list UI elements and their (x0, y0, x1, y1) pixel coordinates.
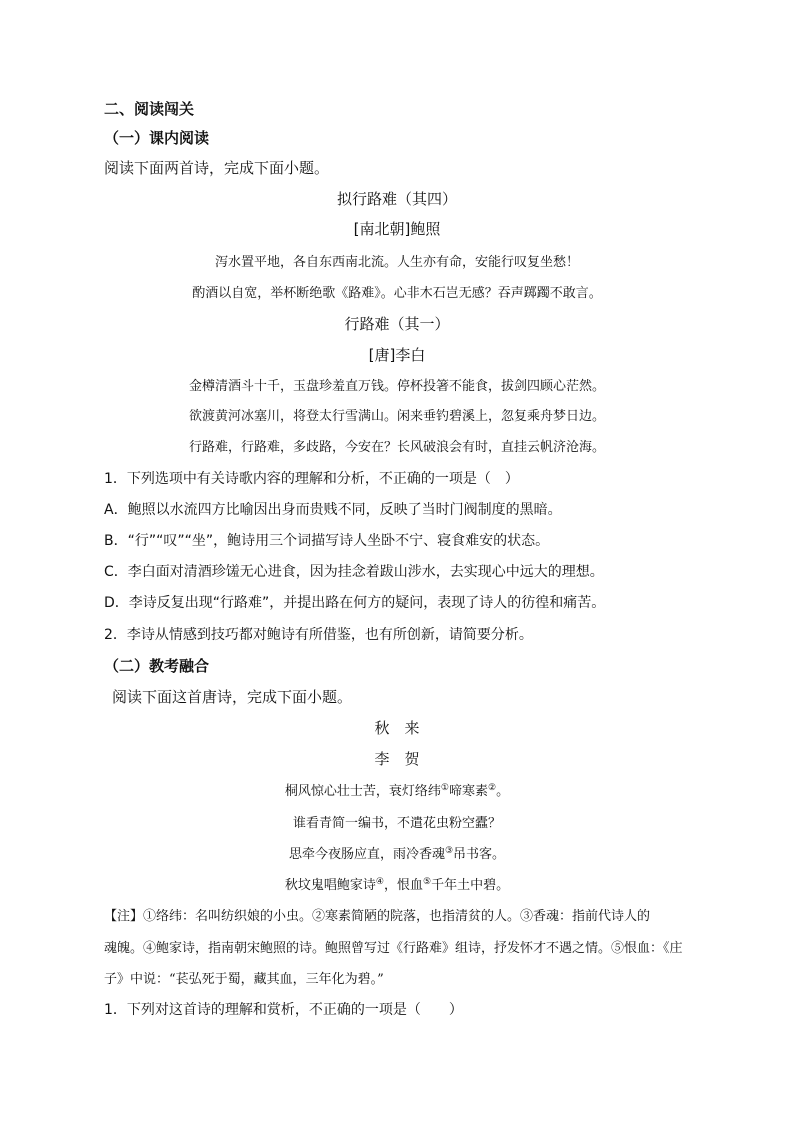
note-line-2: 魂魄。④鲍家诗，指南朝宋鲍照的诗。鲍照曾写过《行路难》组诗，抒发怀才不遇之情。⑤恨血：《庄 (104, 941, 683, 956)
part1-question-1: 1．下列选项中有关诗歌内容的理解和分析，不正确的一项是（ ） (104, 471, 519, 487)
option-c: C．李白面对清酒珍馐无心进食，因为挂念着跋山涉水，去实现心中远大的理想。 (104, 564, 604, 580)
poem3-line-3: 思牵今夜肠应直，雨冷香魂③吊书客。 (288, 846, 506, 862)
footnote-marker: ⑤ (423, 877, 432, 887)
poem1-title: 拟行路难（其四） (336, 190, 457, 208)
footnote-marker: ③ (444, 846, 454, 856)
option-b: B．“行”“叹”“坐”，鲍诗用三个词描写诗人坐卧不宁、寝食难安的状态。 (104, 533, 550, 549)
poem2-line-1: 金樽清酒斗十千，玉盘珍羞直万钱。停杯投箸不能食，拔剑四顾心茫然。 (188, 379, 605, 394)
poem3-author: 李 贺 (374, 750, 420, 768)
section-heading: 二、阅读闯关 (104, 100, 195, 118)
option-d: D．李诗反复出现“行路难”，并提出路在何方的疑问，表现了诗人的彷徨和痛苦。 (104, 595, 606, 611)
poem3-line-4: 秋坟鬼唱鲍家诗④，恨血⑤千年土中碧。 (284, 877, 510, 893)
poem1-author: [南北朝]鲍照 (353, 220, 441, 238)
part2-instruction: 阅读下面这首唐诗，完成下面小题。 (112, 688, 353, 706)
part1-question-2: 2．李诗从情感到技巧都对鲍诗有所借鉴，也有所创新，请简要分析。 (104, 627, 533, 643)
poem1-line-2: 酌酒以自宽，举杯断绝歌《路难》。心非木石岂无感？吞声踯躅不敢言。 (192, 286, 602, 301)
poem1-line-1: 泻水置平地，各自东西南北流。人生亦有命，安能行叹复坐愁！ (214, 255, 579, 270)
poem2-author: [唐]李白 (368, 346, 426, 364)
poem3-title: 秋 来 (374, 719, 420, 737)
poem3-line-1: 桐风惊心壮士苦，衰灯络纬①啼寒素②。 (284, 783, 510, 799)
footnote-marker: ④ (375, 877, 384, 887)
poem2-line-2: 欲渡黄河冰塞川，将登太行雪满山。闲来垂钓碧溪上，忽复乘舟梦日边。 (188, 409, 605, 424)
footnote-marker: ① (440, 783, 449, 793)
note-line-3: 子》中说：“苌弘死于蜀，藏其血，三年化为碧。” (104, 972, 384, 987)
option-a: A．鲍照以水流四方比喻因出身而贵贱不同，反映了当时门阀制度的黑暗。 (104, 502, 562, 518)
part2-heading: （二）教考融合 (104, 657, 210, 675)
poem2-title: 行路难（其一） (344, 315, 450, 333)
poem2-line-3: 行路难，行路难，多歧路，今安在？长风破浪会有时，直挂云帆济沧海。 (188, 440, 605, 455)
footnote-marker: ② (488, 783, 497, 793)
part1-instruction: 阅读下面两首诗，完成下面小题。 (104, 159, 330, 177)
part1-heading: （一）课内阅读 (104, 129, 210, 147)
poem3-line-2: 谁看青简一编书，不遣花虫粉空蠹？ (292, 816, 501, 831)
note-line-1: 【注】①络纬：名叫纺织娘的小虫。②寒素简陋的院落，也指清贫的人。③香魂：指前代诗人的 (104, 909, 651, 924)
part2-question-1: 1．下列对这首诗的理解和赏析，不正确的一项是（ ） (104, 1002, 463, 1018)
